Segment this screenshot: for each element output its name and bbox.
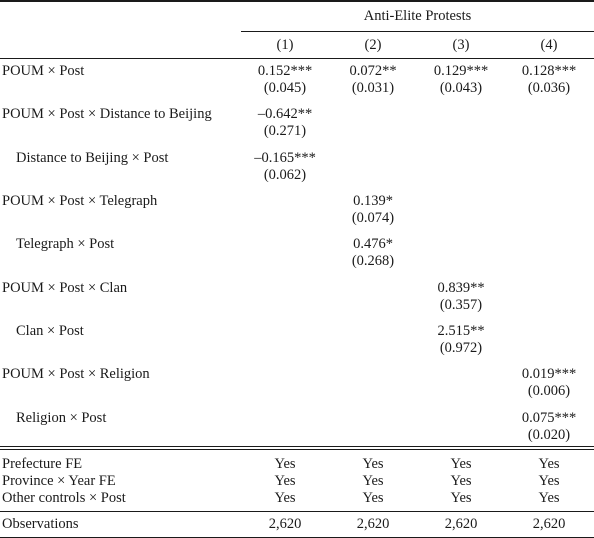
row-label: Distance to Beijing × Post <box>16 150 169 166</box>
control-indicator-cell: Yes <box>538 456 560 472</box>
row-label: Clan × Post <box>16 323 84 339</box>
dependent-variable-header: Anti-Elite Protests <box>363 8 472 24</box>
std-error-cell: (0.271) <box>263 123 307 139</box>
coefficient-cell: –0.642** <box>257 106 313 122</box>
std-error-cell: (0.074) <box>351 210 395 226</box>
row-label: POUM × Post <box>2 63 85 79</box>
control-indicator-cell: Yes <box>274 490 296 506</box>
std-error-cell: (0.031) <box>351 80 395 96</box>
row-label: POUM × Post × Distance to Beijing <box>2 106 212 122</box>
std-error-cell: (0.045) <box>263 80 307 96</box>
control-indicator-cell: Yes <box>538 490 560 506</box>
std-error-cell: (0.006) <box>527 383 571 399</box>
row-label: POUM × Post × Telegraph <box>2 193 158 209</box>
control-indicator-cell: Yes <box>450 473 472 489</box>
control-indicator-cell: Yes <box>450 456 472 472</box>
header-rule <box>0 58 594 59</box>
control-indicator-cell: Yes <box>362 490 384 506</box>
row-label: POUM × Post × Clan <box>2 280 128 296</box>
control-indicator-cell: Yes <box>274 456 296 472</box>
observations-cell: 2,620 <box>268 516 302 532</box>
observations-cell: 2,620 <box>532 516 566 532</box>
observations-rule <box>0 511 594 512</box>
std-error-cell: (0.268) <box>351 253 395 269</box>
std-error-cell: (0.062) <box>263 167 307 183</box>
column-number: (2) <box>364 37 382 53</box>
std-error-cell: (0.036) <box>527 80 571 96</box>
coefficient-cell: 0.839** <box>437 280 485 296</box>
column-number: (4) <box>540 37 558 53</box>
row-label: POUM × Post × Religion <box>2 366 150 382</box>
bottom-rule-2 <box>0 449 594 450</box>
row-label: Religion × Post <box>16 410 107 426</box>
control-indicator-cell: Yes <box>362 456 384 472</box>
coefficient-cell: 0.128*** <box>521 63 577 79</box>
coefficient-cell: 2.515** <box>437 323 485 339</box>
std-error-cell: (0.020) <box>527 427 571 443</box>
std-error-cell: (0.972) <box>439 340 483 356</box>
row-label: Telegraph × Post <box>16 236 115 252</box>
observations-cell: 2,620 <box>444 516 478 532</box>
control-indicator-cell: Yes <box>538 473 560 489</box>
control-label: Prefecture FE <box>2 456 83 472</box>
coefficient-cell: –0.165*** <box>254 150 316 166</box>
control-indicator-cell: Yes <box>274 473 296 489</box>
control-indicator-cell: Yes <box>362 473 384 489</box>
control-indicator-cell: Yes <box>450 490 472 506</box>
coefficient-cell: 0.129*** <box>433 63 489 79</box>
bottom-rule-1 <box>0 446 594 447</box>
coefficient-cell: 0.476* <box>353 236 393 252</box>
coefficient-cell: 0.072** <box>349 63 397 79</box>
column-number: (1) <box>276 37 294 53</box>
column-number: (3) <box>452 37 470 53</box>
coefficient-cell: 0.139* <box>353 193 393 209</box>
coefficient-cell: 0.075*** <box>521 410 577 426</box>
header-underline <box>241 31 594 32</box>
observations-label: Observations <box>2 516 79 532</box>
coefficient-cell: 0.019*** <box>521 366 577 382</box>
control-label: Province × Year FE <box>2 473 116 489</box>
std-error-cell: (0.357) <box>439 297 483 313</box>
top-rule <box>0 0 594 2</box>
control-label: Other controls × Post <box>2 490 126 506</box>
observations-cell: 2,620 <box>356 516 390 532</box>
std-error-cell: (0.043) <box>439 80 483 96</box>
coefficient-cell: 0.152*** <box>257 63 313 79</box>
